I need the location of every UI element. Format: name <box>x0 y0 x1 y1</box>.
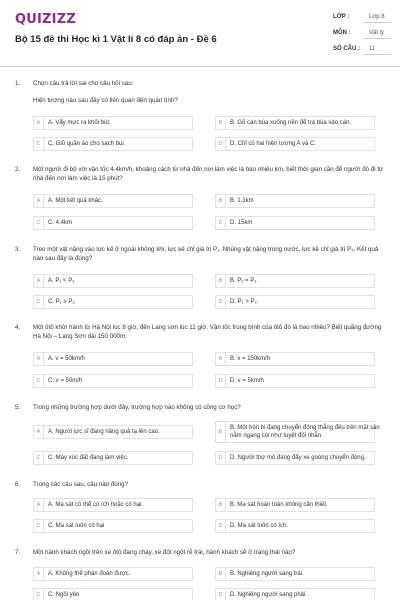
question-text: Trong các câu sau, câu nào đúng? <box>33 481 129 488</box>
option-text: A. Người lực sĩ đang nâng quả tạ lên cao. <box>48 429 160 435</box>
option-letter: A <box>34 195 44 207</box>
option-d[interactable] <box>215 451 375 465</box>
meta-class-label: LỚP : <box>333 14 350 20</box>
option-b[interactable] <box>215 194 375 208</box>
option-letter: B <box>216 117 226 129</box>
option-d[interactable] <box>215 137 375 151</box>
option-c[interactable] <box>33 216 193 230</box>
option-letter: C <box>34 589 44 600</box>
option-c[interactable] <box>33 588 193 600</box>
question-number: 7. <box>15 549 21 556</box>
option-text: C. v = 50m/h <box>48 378 83 384</box>
option-letter: A <box>34 117 44 129</box>
option-text: B. 1,1km <box>230 198 254 204</box>
option-c[interactable] <box>33 137 193 151</box>
option-d[interactable] <box>215 588 375 600</box>
quizizz-logo: QUIZIZZ <box>15 12 76 27</box>
option-letter: D <box>216 375 226 387</box>
option-text: C. P₁ ≥ P₂ <box>48 299 75 305</box>
option-letter: C <box>34 217 44 229</box>
option-text: D. 15km <box>230 220 253 226</box>
option-letter: C <box>34 520 44 532</box>
question-text: Một ôtô khởi hành từ Hà Nội lúc 8 giờ, đến Lạng sơn lúc 11 giờ. Vận tốc trung bình của ôtô đó là bao nhiêu? Biết quãng đường Hà Nội – Lạng Sơn dài 150 000m. <box>33 324 382 340</box>
option-text: D. P₁ > P₂ <box>230 299 257 305</box>
question-text: Chọn câu trả lời sai cho câu hỏi sau: <box>33 80 134 87</box>
question-number: 5. <box>15 404 21 411</box>
option-letter: B <box>216 195 226 207</box>
option-letter: A <box>34 499 44 511</box>
option-letter: C <box>34 138 44 150</box>
option-a[interactable] <box>33 194 193 208</box>
option-text: A. Ma sát có thể có ích hoặc có hại. <box>48 502 144 508</box>
option-b[interactable] <box>215 498 375 512</box>
option-c[interactable] <box>33 374 193 388</box>
option-text: B. Một hòn bi đang chuyển động thẳng đều trên mặt sàn nằm ngang coi như tuyệt đối nhẵn. <box>230 425 380 439</box>
option-a[interactable] <box>33 425 193 439</box>
option-text: D. Chỉ có hai hiện tượng A và C. <box>230 141 316 147</box>
header-divider <box>0 66 400 67</box>
option-letter: C <box>34 452 44 464</box>
meta-subject-value: Vật lý <box>369 30 385 36</box>
option-text: B. Gõ cán búa xuống nền để tra búa vào cán. <box>230 120 352 126</box>
option-letter: D <box>216 217 226 229</box>
option-text: D. v = 5km/h <box>230 378 264 384</box>
option-b[interactable] <box>215 352 375 366</box>
option-d[interactable] <box>215 519 375 533</box>
option-text: A. v = 50km/h <box>48 356 85 362</box>
option-text: A. Vẩy mực ra khỏi bút. <box>48 120 111 126</box>
option-text: C. Ngồi yên <box>48 592 80 598</box>
option-a[interactable] <box>33 274 193 288</box>
option-text: A. Một kết quả khác. <box>48 198 103 204</box>
option-c[interactable] <box>33 519 193 533</box>
option-c[interactable] <box>33 295 193 309</box>
page-title: Bộ 15 đề thi Học kì 1 Vật lí 8 có đáp án - Đề 6 <box>15 34 217 45</box>
option-text: B. Nghiêng người sang trái. <box>230 571 304 577</box>
option-text: A. Không thể phán đoán được. <box>48 571 131 577</box>
option-b[interactable] <box>215 567 375 581</box>
question-number: 3. <box>15 246 21 253</box>
option-text: A. P₁ < P₂ <box>48 278 75 284</box>
option-a[interactable] <box>33 498 193 512</box>
question-number: 6. <box>15 481 21 488</box>
option-text: B. Ma sát hoàn toàn không cần thiết. <box>230 502 328 508</box>
option-text: D. Nghiêng người sang phải. <box>230 592 307 598</box>
option-a[interactable] <box>33 352 193 366</box>
page-header <box>0 0 400 62</box>
option-letter: B <box>216 353 226 365</box>
meta-count-value: 11 <box>369 46 376 52</box>
option-letter: C <box>34 375 44 387</box>
question-number: 1. <box>15 80 21 87</box>
question-number: 2. <box>15 166 21 173</box>
option-letter: D <box>216 138 226 150</box>
option-d[interactable] <box>215 295 375 309</box>
option-b[interactable] <box>215 274 375 288</box>
option-letter: D <box>216 452 226 464</box>
meta-count-label: SỐ CÂU : <box>333 46 360 52</box>
option-a[interactable] <box>33 567 193 581</box>
option-text: C. Máy xúc đất đang làm việc. <box>48 455 129 461</box>
option-d[interactable] <box>215 374 375 388</box>
option-c[interactable] <box>33 451 193 465</box>
option-letter: C <box>34 296 44 308</box>
option-text: D. Người thợ mỏ đang đẩy xe goòng chuyển động. <box>230 455 366 461</box>
option-text: B. P₁ = P₂ <box>230 278 257 284</box>
question-text: Trong những trường hợp dưới đây, trường hợp nào không có công cơ học? <box>33 404 241 411</box>
option-text: C. Giũ quần áo cho sạch bụi. <box>48 141 126 147</box>
option-a[interactable] <box>33 116 193 130</box>
option-letter: D <box>216 589 226 600</box>
question-text: Một hành khách ngồi trên xe ôtô đang chạy, xe đột ngột rẽ trái, hành khách sẽ ở trạng thái nào? <box>33 549 296 556</box>
option-letter: A <box>34 568 44 580</box>
option-letter: A <box>34 426 44 438</box>
option-text: B. v = 150km/h <box>230 356 271 362</box>
option-d[interactable] <box>215 216 375 230</box>
question-number: 4. <box>15 324 21 331</box>
option-letter: B <box>216 422 226 442</box>
question-subtext: Hiện tượng nào sau đây có liên quan đến quán tính? <box>33 97 178 104</box>
question-text: Một người đi bộ với vận tốc 4,4km/h, khoảng cách từ nhà đến nơi làm việc là bao nhiêu km, biết thời gian cần để người đó đi từ nhà đến nơi làm việc là 15 phút? <box>33 166 384 182</box>
option-letter: A <box>34 275 44 287</box>
option-b[interactable] <box>215 116 375 130</box>
option-text: C. Ma sát luôn có hại <box>48 523 105 529</box>
meta-class-value: Lớp 8 <box>369 14 385 20</box>
option-letter: B <box>216 275 226 287</box>
option-letter: B <box>216 568 226 580</box>
option-letter: A <box>34 353 44 365</box>
option-b[interactable] <box>215 421 380 443</box>
option-letter: D <box>216 520 226 532</box>
question-text: Treo một vật nặng vào lực kế ở ngoài không khí, lực kế chỉ giá trị P₁. Nhúng vật nặng trong nước, lực kế chỉ giá trị P₂. Kết quả nào sau đây là đúng? <box>33 246 379 262</box>
option-text: C. 4,4km <box>48 220 73 226</box>
option-letter: D <box>216 296 226 308</box>
option-text: D. Ma sát luôn có ích. <box>230 523 289 529</box>
meta-subject-label: MÔN : <box>333 30 351 36</box>
option-letter: B <box>216 499 226 511</box>
